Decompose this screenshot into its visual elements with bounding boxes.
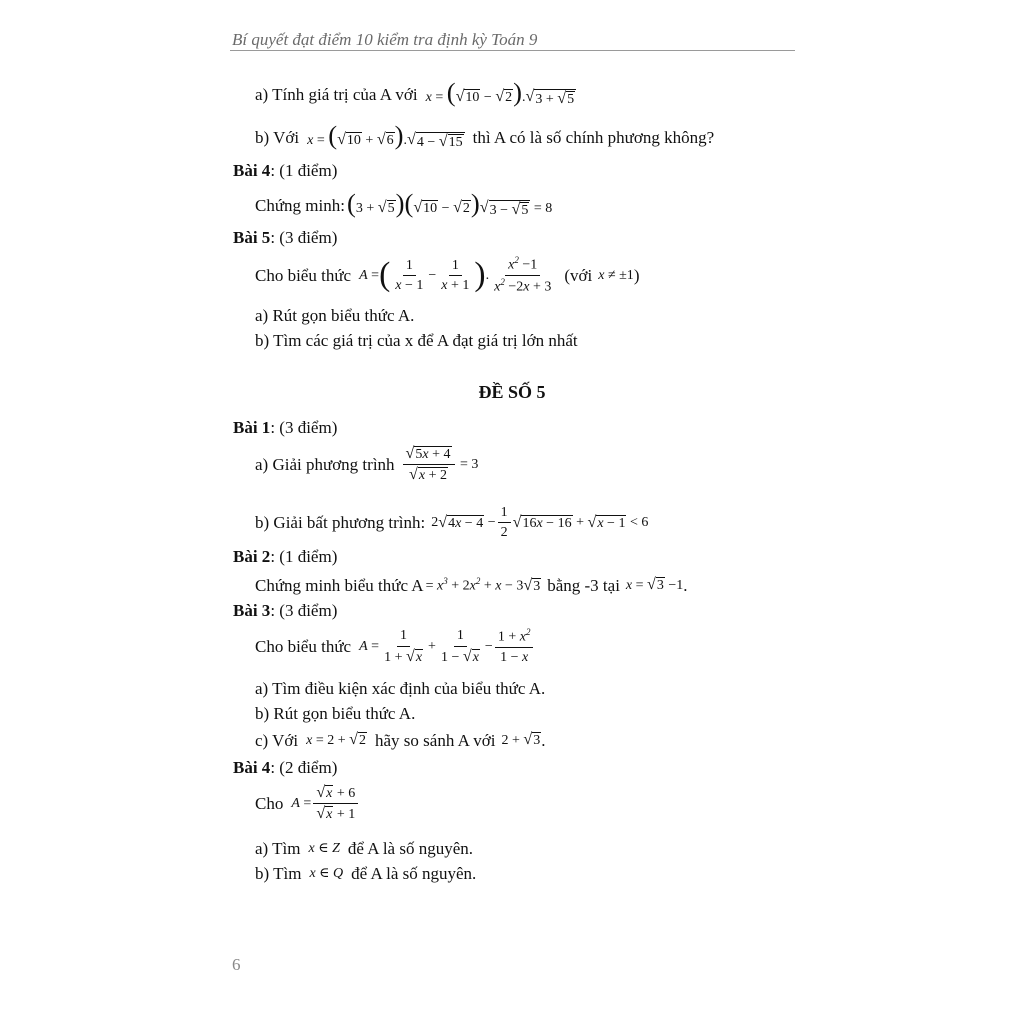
exam5-exercise-3-label: Bài 3 [233, 601, 271, 620]
exam5-exercise-3-body [255, 628, 535, 665]
exercise-3b-formula: x = ( √ 10 + √ 6 ). √ 4 − √ 15 [307, 120, 463, 150]
exam5-exercise-1a-text: a) Giải phương trình [255, 455, 395, 475]
exam5-exercise-3c-text-pre: c) Với [255, 731, 299, 750]
exam5-exercise-4-label: Bài 4 [233, 758, 271, 777]
exam5-exercise-3-formula: A = 1 1 + √ x + 1 1 − √ x − $\frac{1 + x^2}{1 - x}$ [359, 628, 535, 665]
exercise-5-cond-formula: x ≠ ±1 [598, 267, 634, 283]
exam5-exercise-4-text: Cho [255, 794, 284, 814]
exercise-5-cond-pre: (với [564, 266, 593, 286]
exam5-exercise-4-heading [233, 759, 337, 776]
exam5-exercise-1-label: Bài 1 [233, 418, 271, 437]
exercise-4-body [255, 188, 553, 218]
exercise-5-cond-post: ) [633, 266, 640, 286]
exam5-exercise-1b-formula: 2 √ 4x − 4 − $\frac{1}{2}$ √ 16x − 16 + √ x − 1 < 6 [431, 505, 649, 541]
exam-title: ĐỀ SỐ 5 [478, 382, 546, 402]
exercise-4-label: Bài 4 [233, 161, 271, 180]
exercise-4-text: Chứng minh: [255, 196, 345, 216]
exam5-exercise-2-text-mid: bằng -3 tại [547, 576, 620, 595]
exercise-5-formula: A = ( $\frac{1}{x - 1}$ − $\frac{1}{x + 1}$ ) . $\frac{x^2 -1}{x^2 -2x + 3}$ [359, 255, 552, 295]
exam5-exercise-1-points: : (3 điểm) [270, 418, 338, 437]
exam5-exercise-3c-text-mid: hãy so sánh A với [375, 731, 496, 750]
exam5-exercise-1b-text: b) Giải bất phương trình: [255, 513, 426, 533]
exercise-5-heading [233, 229, 337, 246]
exercise-3b [255, 120, 715, 150]
exam5-exercise-3c-text-post: . [541, 731, 546, 750]
exam5-exercise-2-points: : (1 điểm) [270, 547, 338, 566]
exam5-exercise-3-text: Cho biểu thức [255, 637, 352, 657]
running-header: Bí quyết đạt điểm 10 kiểm tra định kỳ Toán 9 [232, 30, 538, 49]
exam5-exercise-3c [255, 732, 545, 749]
exam5-exercise-4b-text-pre: b) Tìm [255, 864, 302, 883]
exam5-exercise-3-points: : (3 điểm) [270, 601, 338, 620]
exam5-exercise-2-formula: = $x^3 + 2x^2 + x - 3$ √ 3 [425, 576, 541, 594]
exercise-5-text: Cho biểu thức [255, 266, 352, 286]
exercise-3b-text-pre: b) Với [255, 128, 300, 148]
exercise-3a-text: a) Tính giá trị của A với [255, 85, 418, 105]
exercise-4-heading [233, 162, 337, 179]
exam5-exercise-4b [255, 865, 476, 882]
exam5-exercise-4b-text-post: để A là số nguyên. [351, 864, 477, 883]
exercise-3b-text-post: thì A có là số chính phương không? [472, 128, 715, 148]
exam5-exercise-4a-text-pre: a) Tìm [255, 839, 301, 858]
exam5-exercise-1a-formula: √ 5x + 4 √ x + 2 = 3 [401, 446, 479, 484]
exercise-5b: b) Tìm các giá trị của x để A đạt giá trị lớn nhất [255, 331, 578, 350]
exam5-exercise-1b [255, 505, 648, 541]
exercise-3a [255, 77, 576, 107]
exercise-5-label: Bài 5 [233, 228, 271, 247]
exam5-exercise-2-text-post: . [683, 576, 688, 595]
exam5-exercise-2-text-pre: Chứng minh biểu thức A [255, 576, 424, 595]
exam5-exercise-3a: a) Tìm điều kiện xác định của biểu thức A. [255, 679, 546, 698]
exam5-exercise-4a-formula: x ∈ Z [308, 840, 340, 856]
exam5-exercise-4a-text-post: để A là số nguyên. [347, 839, 474, 858]
exercise-5-body [255, 256, 639, 295]
exercise-3a-formula: x = ( √ 10 − √ 2 ). √ 3 + √ 5 [425, 77, 575, 107]
exercise-5a: a) Rút gọn biểu thức A. [255, 306, 415, 325]
exam5-exercise-4b-formula: x ∈ Q [309, 865, 344, 881]
exam5-exercise-3c-formula: x = 2 + √ 2 [306, 731, 366, 749]
exam5-exercise-1a [255, 446, 478, 484]
exercise-4-points: : (1 điểm) [270, 161, 338, 180]
exam5-exercise-4-formula: A = √ x + 6 √ x + 1 [291, 785, 360, 823]
exercise-5-points: : (3 điểm) [270, 228, 338, 247]
exam5-exercise-3c-formula-2: 2 + √ 3 [501, 731, 541, 749]
exam5-exercise-2-formula-2: x = √ 3 −1 [625, 576, 684, 594]
exam5-exercise-4a [255, 840, 473, 857]
exam5-exercise-2-heading [233, 548, 337, 565]
exam5-exercise-4-body [255, 785, 360, 823]
header-rule [230, 50, 795, 51]
exam5-exercise-2-body [255, 577, 688, 594]
exam5-exercise-4-points: : (2 điểm) [270, 758, 338, 777]
exercise-4-formula: (3 + √ 5 )( √ 10 − √ 2 ) √ 3 − √ 5 = 8 [346, 188, 553, 218]
page-number: 6 [232, 955, 241, 974]
exam5-exercise-3b: b) Rút gọn biểu thức A. [255, 704, 416, 723]
exam5-exercise-3-heading [233, 602, 337, 619]
exam5-exercise-2-label: Bài 2 [233, 547, 271, 566]
exam5-exercise-1-heading [233, 419, 337, 436]
